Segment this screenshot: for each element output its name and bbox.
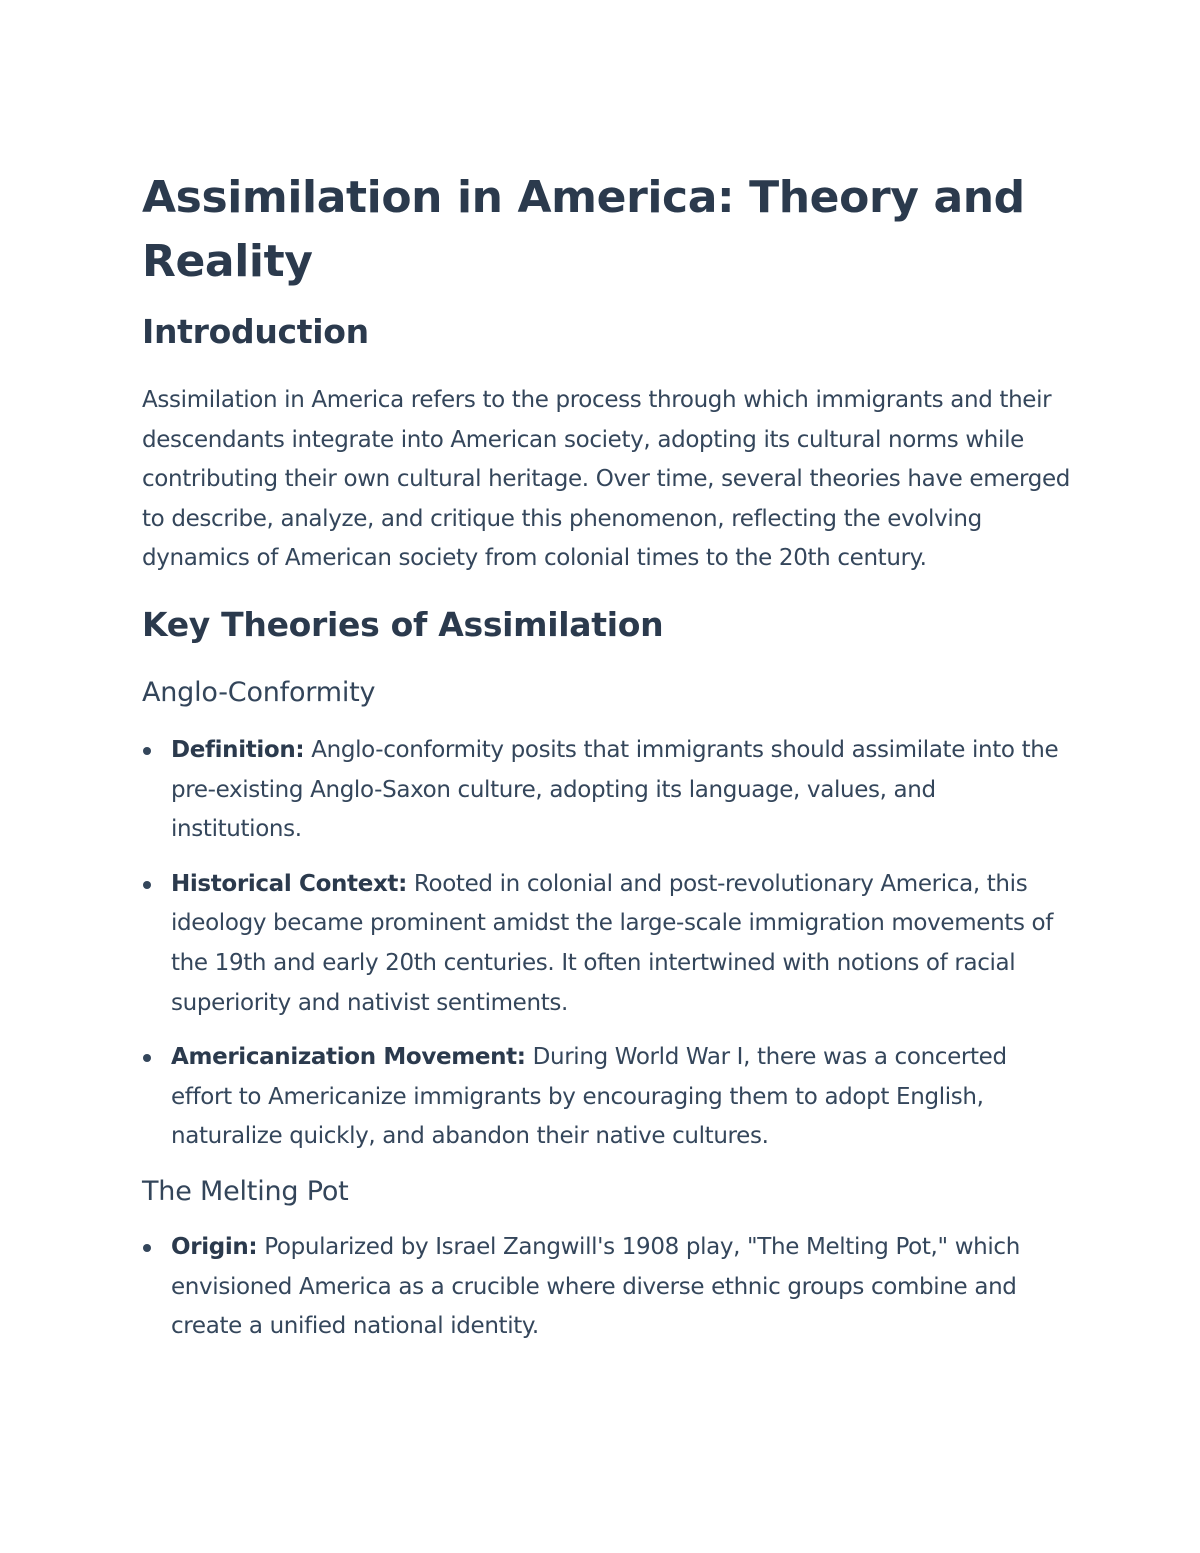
list-item-text: Rooted in colonial and post-revolutionary America, this ideology became prominent amidst the large-scale immigration movements of the 19th and early 20th centuries. It often intertwined with notions of racial superiority and nativist sentiments. bbox=[171, 870, 1054, 1016]
list-item bbox=[142, 865, 1072, 1023]
list-item-label: Americanization Movement: bbox=[171, 1044, 526, 1071]
bullet-icon bbox=[143, 1054, 151, 1062]
list-item bbox=[142, 731, 1072, 850]
subsection-heading-anglo-conformity: Anglo-Conformity bbox=[142, 676, 376, 708]
introduction-paragraph: Assimilation in America refers to the process through which immigrants and their descendants integrate into American society, adopting its cultural norms while contributing their own cultural heritage. Over time, several theories have emerged to describe, analyze, and critique this phenomenon, reflecting the evolving dynamics of American society from colonial times to the 20th century. bbox=[142, 387, 1071, 572]
document-title: Assimilation in America: Theory and Reality bbox=[142, 172, 1025, 287]
anglo-conformity-list bbox=[142, 731, 1072, 1157]
section-heading-introduction: Introduction bbox=[142, 312, 369, 351]
list-item bbox=[142, 1038, 1072, 1157]
list-item-label: Origin: bbox=[171, 1233, 258, 1260]
list-item-text: Popularized by Israel Zangwill's 1908 play, "The Melting Pot," which envisioned America as a crucible where diverse ethnic groups combine and create a unified national identity. bbox=[171, 1233, 1020, 1340]
subsection-heading-melting-pot: The Melting Pot bbox=[142, 1175, 349, 1207]
list-item-text: During World War I, there was a concerted effort to Americanize immigrants by encouraging them to adopt English, naturalize quickly, and abandon their native cultures. bbox=[171, 1044, 1007, 1150]
bullet-icon bbox=[143, 1244, 151, 1252]
bullet-icon bbox=[143, 747, 151, 755]
list-item-label: Historical Context: bbox=[171, 870, 407, 897]
list-item bbox=[142, 1228, 1072, 1347]
list-item-text: Anglo-conformity posits that immigrants should assimilate into the pre-existing Anglo-Saxon culture, adopting its language, values, and institutions. bbox=[171, 736, 1059, 843]
document-page bbox=[142, 166, 1072, 1347]
melting-pot-list bbox=[142, 1228, 1072, 1347]
section-heading-key-theories: Key Theories of Assimilation bbox=[142, 604, 664, 644]
bullet-icon bbox=[143, 881, 151, 889]
list-item-label: Definition: bbox=[171, 736, 305, 763]
